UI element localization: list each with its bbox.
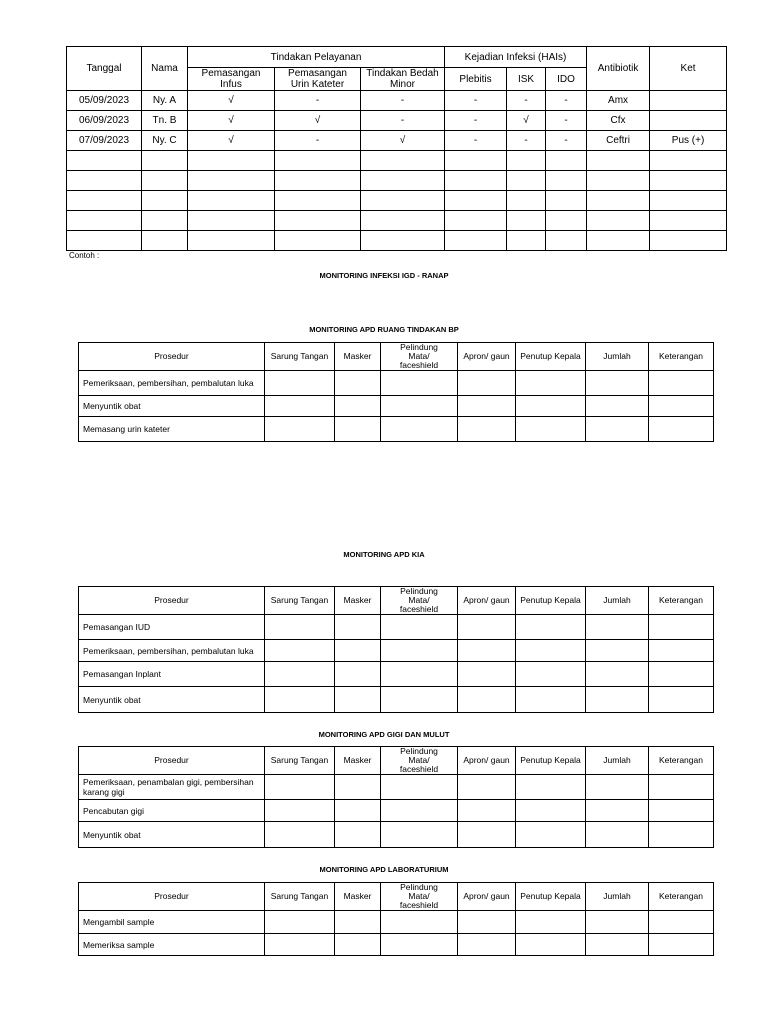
header-pelindung: Pelindung Mata/ faceshield bbox=[381, 747, 458, 775]
table-cell bbox=[587, 211, 650, 231]
table-cell bbox=[650, 191, 727, 211]
header-prosedur: Prosedur bbox=[79, 883, 265, 911]
table-cell bbox=[516, 417, 586, 442]
table-cell bbox=[586, 371, 649, 396]
table-cell bbox=[67, 151, 142, 171]
header-prosedur: Prosedur bbox=[79, 343, 265, 371]
header-apron: Apron/ gaun bbox=[458, 587, 516, 615]
table-cell bbox=[546, 171, 587, 191]
table-cell: √ bbox=[275, 111, 361, 131]
header-ido: IDO bbox=[546, 68, 587, 91]
table-cell bbox=[649, 396, 714, 417]
table-cell: - bbox=[361, 111, 445, 131]
table-cell bbox=[458, 396, 516, 417]
table-cell: √ bbox=[188, 131, 275, 151]
header-keterangan: Keterangan bbox=[649, 747, 714, 775]
header-tindakan-bedah: Tindakan Bedah Minor bbox=[361, 68, 445, 91]
header-masker: Masker bbox=[335, 747, 381, 775]
table-cell bbox=[381, 687, 458, 713]
table-cell bbox=[67, 171, 142, 191]
table-cell bbox=[361, 191, 445, 211]
table-cell bbox=[458, 800, 516, 822]
procedure-cell: Memasang urin kateter bbox=[79, 417, 265, 442]
procedure-cell: Pemeriksaan, pembersihan, pembalutan luka bbox=[79, 371, 265, 396]
table-cell bbox=[445, 171, 507, 191]
table-cell bbox=[335, 371, 381, 396]
table-cell: 06/09/2023 bbox=[67, 111, 142, 131]
table-cell bbox=[265, 396, 335, 417]
header-keterangan: Keterangan bbox=[649, 343, 714, 371]
table-cell bbox=[265, 417, 335, 442]
table-cell: - bbox=[445, 91, 507, 111]
table-cell bbox=[275, 151, 361, 171]
header-pelindung: Pelindung Mata/ faceshield bbox=[381, 343, 458, 371]
header-penutup-kepala: Penutup Kepala bbox=[516, 343, 586, 371]
table-cell: Amx bbox=[587, 91, 650, 111]
table-cell bbox=[649, 822, 714, 848]
table-cell: √ bbox=[188, 91, 275, 111]
table-cell bbox=[381, 640, 458, 662]
header-masker: Masker bbox=[335, 343, 381, 371]
table-cell: - bbox=[546, 111, 587, 131]
apd-table-lab bbox=[78, 882, 714, 956]
table-cell bbox=[516, 615, 586, 640]
header-sarung-tangan: Sarung Tangan bbox=[265, 883, 335, 911]
table-cell bbox=[546, 151, 587, 171]
table-row bbox=[79, 800, 714, 822]
table-cell bbox=[188, 171, 275, 191]
table-cell bbox=[361, 171, 445, 191]
table-cell bbox=[507, 231, 546, 251]
table-cell bbox=[335, 687, 381, 713]
table-cell: Ny. A bbox=[142, 91, 188, 111]
table-cell: Pus (+) bbox=[650, 131, 727, 151]
header-sarung-tangan: Sarung Tangan bbox=[265, 343, 335, 371]
table-cell bbox=[546, 231, 587, 251]
table-cell bbox=[265, 934, 335, 956]
table-cell: - bbox=[507, 91, 546, 111]
table-row bbox=[79, 396, 714, 417]
table-cell bbox=[650, 211, 727, 231]
table-row bbox=[67, 91, 727, 111]
table-cell: - bbox=[445, 111, 507, 131]
header-apron: Apron/ gaun bbox=[458, 883, 516, 911]
table-row bbox=[79, 640, 714, 662]
table-cell bbox=[381, 911, 458, 934]
table-cell bbox=[381, 371, 458, 396]
table-cell bbox=[586, 417, 649, 442]
header-tanggal: Tanggal bbox=[67, 47, 142, 91]
header-apron: Apron/ gaun bbox=[458, 747, 516, 775]
table-cell: - bbox=[445, 131, 507, 151]
table-row bbox=[67, 131, 727, 151]
header-pelindung: Pelindung Mata/ faceshield bbox=[381, 587, 458, 615]
table-cell: - bbox=[546, 91, 587, 111]
section-title-kia: MONITORING APD KIA bbox=[343, 550, 425, 559]
table-cell bbox=[188, 211, 275, 231]
table-cell bbox=[649, 417, 714, 442]
table-cell bbox=[275, 231, 361, 251]
table-cell bbox=[265, 615, 335, 640]
table-row bbox=[67, 171, 727, 191]
table-cell bbox=[265, 371, 335, 396]
header-keterangan: Keterangan bbox=[649, 587, 714, 615]
table-cell bbox=[142, 231, 188, 251]
header-tindakan-pelayanan: Tindakan Pelayanan bbox=[188, 47, 445, 68]
table-cell bbox=[335, 775, 381, 800]
header-apron: Apron/ gaun bbox=[458, 343, 516, 371]
table-cell bbox=[335, 640, 381, 662]
header-jumlah: Jumlah bbox=[586, 883, 649, 911]
procedure-cell: Pemeriksaan, pembersihan, pembalutan luka bbox=[79, 640, 265, 662]
table-row bbox=[79, 687, 714, 713]
procedure-cell: Pencabutan gigi bbox=[79, 800, 265, 822]
table-cell bbox=[587, 231, 650, 251]
table-cell bbox=[507, 191, 546, 211]
header-jumlah: Jumlah bbox=[586, 747, 649, 775]
table-cell bbox=[516, 911, 586, 934]
table-row bbox=[79, 662, 714, 687]
table-cell bbox=[335, 822, 381, 848]
header-masker: Masker bbox=[335, 883, 381, 911]
table-cell: Tn. B bbox=[142, 111, 188, 131]
table-cell: √ bbox=[188, 111, 275, 131]
table-cell bbox=[67, 191, 142, 211]
table-cell bbox=[458, 911, 516, 934]
header-keterangan: Keterangan bbox=[649, 883, 714, 911]
header-antibiotik: Antibiotik bbox=[587, 47, 650, 91]
table-cell bbox=[650, 231, 727, 251]
table-cell bbox=[516, 775, 586, 800]
table-cell bbox=[458, 417, 516, 442]
table-cell bbox=[265, 911, 335, 934]
table-cell bbox=[381, 934, 458, 956]
table-cell: - bbox=[275, 91, 361, 111]
table-cell bbox=[381, 615, 458, 640]
header-masker: Masker bbox=[335, 587, 381, 615]
header-prosedur: Prosedur bbox=[79, 587, 265, 615]
table-cell bbox=[516, 662, 586, 687]
header-penutup-kepala: Penutup Kepala bbox=[516, 747, 586, 775]
table-cell bbox=[265, 822, 335, 848]
table-cell bbox=[586, 911, 649, 934]
table-cell bbox=[381, 775, 458, 800]
table-cell bbox=[381, 822, 458, 848]
table-row bbox=[67, 151, 727, 171]
table-cell bbox=[445, 231, 507, 251]
table-cell bbox=[586, 662, 649, 687]
table-cell bbox=[587, 171, 650, 191]
apd-table-bp bbox=[78, 342, 714, 442]
table-row bbox=[67, 191, 727, 211]
table-cell bbox=[649, 615, 714, 640]
header-prosedur: Prosedur bbox=[79, 747, 265, 775]
procedure-cell: Mengambil sample bbox=[79, 911, 265, 934]
table-cell bbox=[265, 775, 335, 800]
table-cell bbox=[188, 191, 275, 211]
table-cell bbox=[516, 396, 586, 417]
header-jumlah: Jumlah bbox=[586, 587, 649, 615]
table-cell: - bbox=[507, 131, 546, 151]
table-cell bbox=[516, 800, 586, 822]
table-row bbox=[79, 417, 714, 442]
procedure-cell: Pemasangan IUD bbox=[79, 615, 265, 640]
table-cell bbox=[516, 371, 586, 396]
table-cell bbox=[586, 396, 649, 417]
table-cell bbox=[381, 396, 458, 417]
header-sarung-tangan: Sarung Tangan bbox=[265, 747, 335, 775]
table-cell bbox=[507, 151, 546, 171]
table-row bbox=[67, 111, 727, 131]
table-cell bbox=[381, 662, 458, 687]
procedure-cell: Menyuntik obat bbox=[79, 687, 265, 713]
table-cell bbox=[381, 417, 458, 442]
table-cell bbox=[649, 640, 714, 662]
table-cell bbox=[586, 934, 649, 956]
table-row bbox=[79, 911, 714, 934]
table-cell: Ny. C bbox=[142, 131, 188, 151]
table-cell bbox=[587, 151, 650, 171]
table-cell bbox=[335, 662, 381, 687]
table-cell bbox=[265, 800, 335, 822]
header-penutup-kepala: Penutup Kepala bbox=[516, 587, 586, 615]
table-cell bbox=[650, 151, 727, 171]
procedure-cell: Pemeriksaan, penambalan gigi, pembersihan karang gigi bbox=[79, 775, 265, 800]
table-cell bbox=[188, 151, 275, 171]
table-cell bbox=[649, 911, 714, 934]
table-cell bbox=[650, 111, 727, 131]
table-cell bbox=[335, 934, 381, 956]
table-cell bbox=[649, 934, 714, 956]
header-nama: Nama bbox=[142, 47, 188, 91]
contoh-label: Contoh : bbox=[69, 251, 100, 260]
infection-monitoring-table bbox=[66, 46, 727, 251]
table-row bbox=[79, 934, 714, 956]
table-cell: Cfx bbox=[587, 111, 650, 131]
table-cell: √ bbox=[361, 131, 445, 151]
table-cell: 05/09/2023 bbox=[67, 91, 142, 111]
table-row bbox=[79, 371, 714, 396]
table-cell bbox=[586, 800, 649, 822]
header-pelindung: Pelindung Mata/ faceshield bbox=[381, 883, 458, 911]
table-cell bbox=[335, 911, 381, 934]
table-cell: √ bbox=[507, 111, 546, 131]
table-row bbox=[67, 211, 727, 231]
table-cell: - bbox=[361, 91, 445, 111]
table-cell bbox=[516, 822, 586, 848]
table-cell bbox=[67, 231, 142, 251]
section-title-gigi: MONITORING APD GIGI DAN MULUT bbox=[318, 730, 450, 739]
table-cell bbox=[649, 800, 714, 822]
table-cell bbox=[458, 775, 516, 800]
table-cell bbox=[361, 231, 445, 251]
table-cell bbox=[335, 417, 381, 442]
table-cell bbox=[649, 662, 714, 687]
header-ket: Ket bbox=[650, 47, 727, 91]
table-cell bbox=[507, 211, 546, 231]
table-cell bbox=[458, 615, 516, 640]
header-penutup-kepala: Penutup Kepala bbox=[516, 883, 586, 911]
table-cell bbox=[445, 211, 507, 231]
table-cell bbox=[142, 211, 188, 231]
procedure-cell: Menyuntik obat bbox=[79, 822, 265, 848]
section-title-bp: MONITORING APD RUANG TINDAKAN BP bbox=[309, 325, 459, 334]
header-pemasangan-infus: Pemasangan Infus bbox=[188, 68, 275, 91]
table-cell bbox=[587, 191, 650, 211]
table-cell bbox=[381, 800, 458, 822]
table-cell bbox=[516, 687, 586, 713]
table-cell bbox=[142, 151, 188, 171]
table-cell bbox=[361, 151, 445, 171]
table-cell bbox=[458, 934, 516, 956]
procedure-cell: Menyuntik obat bbox=[79, 396, 265, 417]
table-cell bbox=[275, 171, 361, 191]
table-cell bbox=[188, 231, 275, 251]
table-cell bbox=[361, 211, 445, 231]
table-cell bbox=[275, 191, 361, 211]
table-cell bbox=[650, 171, 727, 191]
table-cell: 07/09/2023 bbox=[67, 131, 142, 151]
header-sarung-tangan: Sarung Tangan bbox=[265, 587, 335, 615]
table-cell: - bbox=[546, 131, 587, 151]
table-cell bbox=[265, 640, 335, 662]
table-cell bbox=[649, 775, 714, 800]
header-pemasangan-urin: Pemasangan Urin Kateter bbox=[275, 68, 361, 91]
table-cell bbox=[445, 191, 507, 211]
table-cell bbox=[586, 687, 649, 713]
table-cell bbox=[445, 151, 507, 171]
procedure-cell: Pemasangan Inplant bbox=[79, 662, 265, 687]
main-title: MONITORING INFEKSI IGD - RANAP bbox=[319, 271, 449, 280]
table-cell bbox=[458, 822, 516, 848]
table-cell bbox=[649, 371, 714, 396]
table-row bbox=[79, 615, 714, 640]
procedure-cell: Memeriksa sample bbox=[79, 934, 265, 956]
table-row bbox=[79, 775, 714, 800]
table-cell bbox=[507, 171, 546, 191]
table-cell bbox=[586, 615, 649, 640]
section-title-lab: MONITORING APD LABORATURIUM bbox=[319, 865, 449, 874]
table-cell bbox=[265, 687, 335, 713]
apd-table-kia bbox=[78, 586, 714, 713]
table-cell bbox=[67, 211, 142, 231]
table-cell: - bbox=[275, 131, 361, 151]
table-cell bbox=[142, 171, 188, 191]
table-cell bbox=[650, 91, 727, 111]
table-cell bbox=[458, 687, 516, 713]
table-cell bbox=[546, 191, 587, 211]
header-plebitis: Plebitis bbox=[445, 68, 507, 91]
table-cell bbox=[586, 775, 649, 800]
apd-table-gigi bbox=[78, 746, 714, 848]
table-cell bbox=[458, 662, 516, 687]
table-cell bbox=[265, 662, 335, 687]
header-kejadian-infeksi: Kejadian Infeksi (HAIs) bbox=[445, 47, 587, 68]
table-cell bbox=[586, 640, 649, 662]
table-cell bbox=[142, 191, 188, 211]
table-cell bbox=[275, 211, 361, 231]
table-cell: Ceftri bbox=[587, 131, 650, 151]
header-jumlah: Jumlah bbox=[586, 343, 649, 371]
table-cell bbox=[649, 687, 714, 713]
table-cell bbox=[335, 396, 381, 417]
header-isk: ISK bbox=[507, 68, 546, 91]
table-cell bbox=[335, 615, 381, 640]
table-cell bbox=[458, 640, 516, 662]
table-cell bbox=[586, 822, 649, 848]
table-cell bbox=[335, 800, 381, 822]
table-cell bbox=[546, 211, 587, 231]
table-row bbox=[79, 822, 714, 848]
table-cell bbox=[458, 371, 516, 396]
table-cell bbox=[516, 934, 586, 956]
table-row bbox=[67, 231, 727, 251]
table-cell bbox=[516, 640, 586, 662]
